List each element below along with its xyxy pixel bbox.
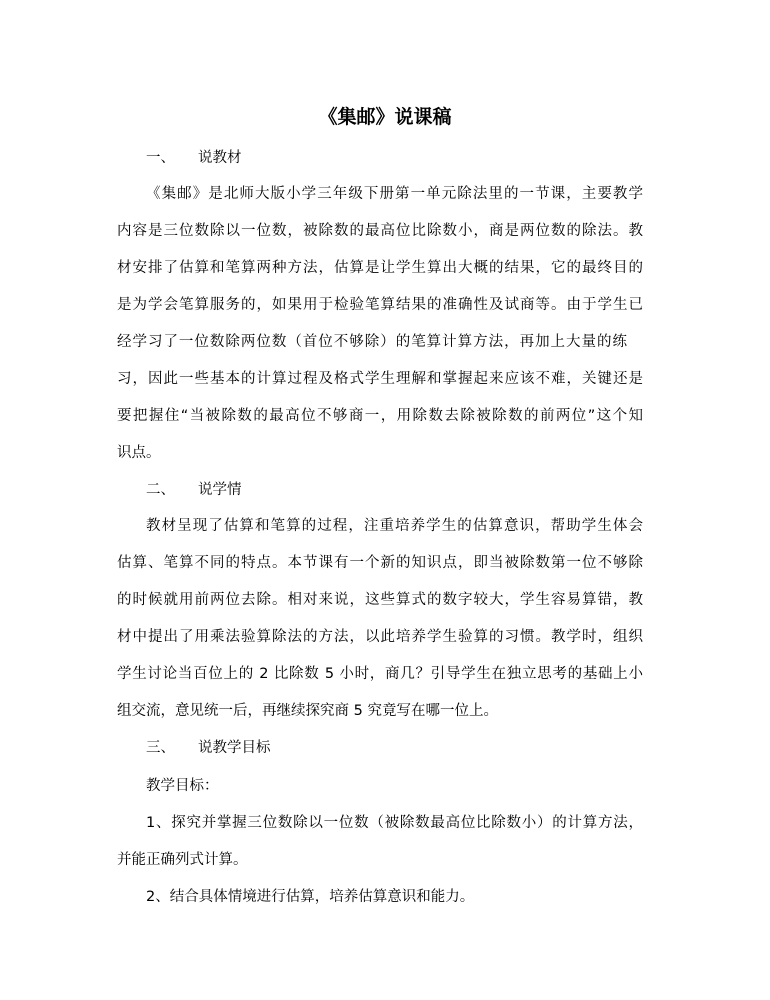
section-heading-2	[146, 480, 242, 500]
goal-item-2: 2、结合具体情境进行估算，培养估算意识和能力。	[146, 889, 475, 905]
paragraph-line: 内容是三位数除以一位数，被除数的最高位比除数小，商是两位数的除法。教	[117, 223, 643, 239]
paragraph-line: 教材呈现了估算和笔算的过程，注重培养学生的估算意识，帮助学生体会	[146, 518, 643, 534]
section-number: 一、	[146, 150, 175, 166]
paragraph-line: 估算、笔算不同的特点。本节课有一个新的知识点，即当被除数第一位不够除	[117, 555, 643, 571]
paragraph-line: 的时候就用前两位去除。相对来说，这些算式的数字较大，学生容易算错，教	[117, 592, 643, 608]
paragraph-line: 是为学会笔算服务的，如果用于检验笔算结果的准确性及试商等。由于学生已	[117, 297, 643, 313]
section-number: 三、	[146, 740, 175, 756]
paragraph-line: 要把握住“当被除数的最高位不够商一，用除数去除被除数的前两位”这个知	[117, 408, 643, 424]
goal-label: 教学目标：	[146, 778, 219, 794]
goal-item-1-cont: 并能正确列式计算。	[117, 852, 248, 868]
paragraph-line: 学生讨论当百位上的 2 比除数 5 小时，商几？引导学生在独立思考的基础上小	[117, 666, 643, 682]
document-title: 《集邮》说课稿	[318, 106, 452, 128]
paragraph-line: 识点。	[117, 445, 161, 461]
paragraph-line: 习，因此一些基本的计算过程及格式学生理解和掌握起来应该不难，关键还是	[117, 371, 643, 387]
section-number: 二、	[146, 482, 175, 498]
paragraph-line: 材中提出了用乘法验算除法的方法，以此培养学生验算的习惯。教学时，组织	[117, 629, 643, 645]
section-heading-3	[146, 738, 271, 758]
paragraph-line: 材安排了估算和笔算两种方法，估算是让学生算出大概的结果，它的最终目的	[117, 260, 643, 276]
section-title: 说教材	[198, 150, 242, 166]
section-title: 说教学目标	[198, 740, 271, 756]
paragraph-line: 组交流，意见统一后，再继续探究商 5 究竟写在哪一位上。	[117, 703, 498, 719]
section-title: 说学情	[198, 482, 242, 498]
section-heading-1	[146, 148, 242, 168]
paragraph-line: 经学习了一位数除两位数（首位不够除）的笔算计算方法，再加上大量的练	[117, 334, 627, 350]
goal-item-1: 1、探究并掌握三位数除以一位数（被除数最高位比除数小）的计算方法，	[146, 815, 643, 831]
paragraph-line: 《集邮》是北师大版小学三年级下册第一单元除法里的一节课，主要教学	[146, 186, 643, 202]
